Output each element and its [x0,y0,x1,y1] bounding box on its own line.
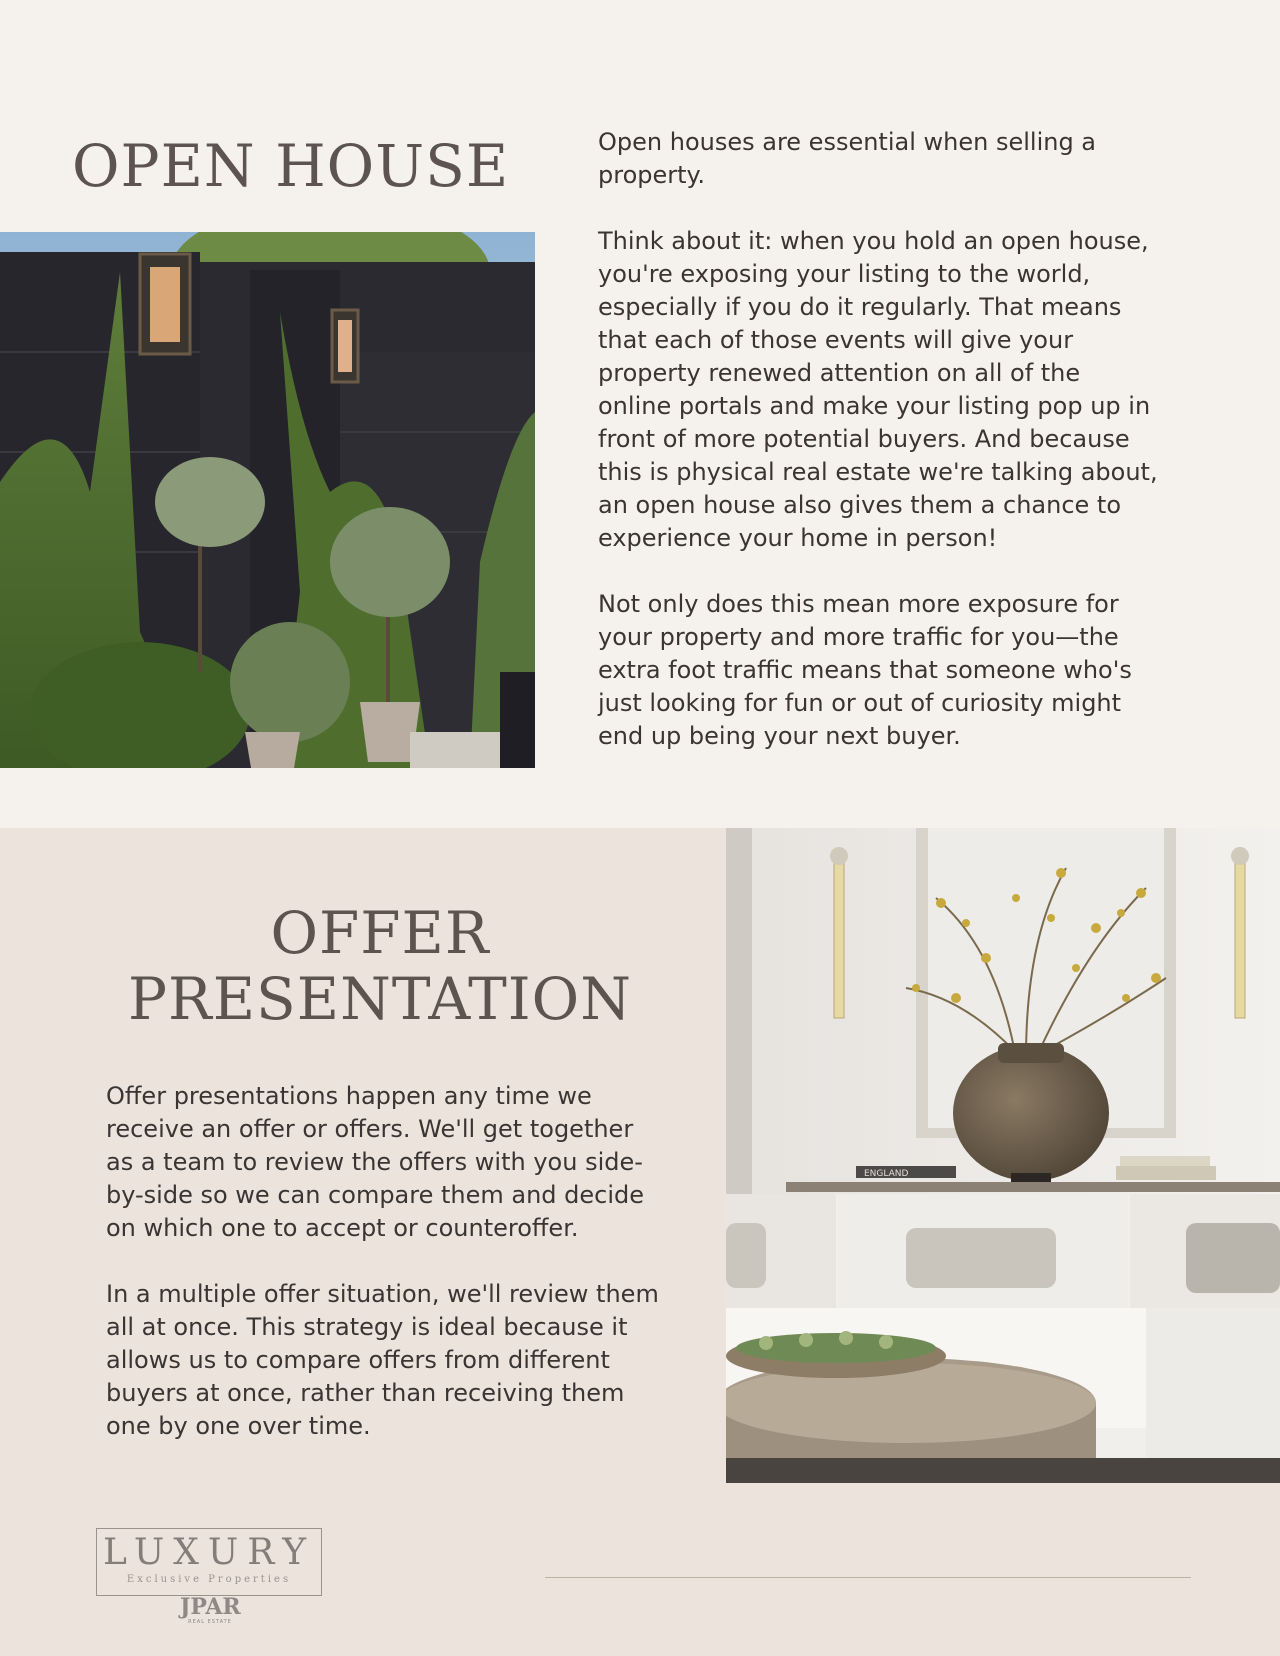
open-house-body [598,126,1158,786]
offer-paragraph: Offer presentations happen any time we receive an offer or offers. We'll get together as a team to review the offers with you side-by-side so we can compare them and decide on which one to accept or counteroffer. [106,1082,645,1242]
logo-tagline: Exclusive Properties [126,1574,292,1585]
offer-paragraph: In a multiple offer situation, we'll review them all at once. This strategy is ideal because it allows us to compare offers from different buyers at once, rather than receiving them one by one over time. [106,1280,659,1440]
luxury-logo [96,1528,322,1596]
footer-divider [545,1577,1191,1578]
jpar-logo-mark [180,1596,240,1626]
open-house-paragraph: Not only does this mean more exposure for your property and more traffic for you—the extra foot traffic means that someone who's just looking for fun or out of curiosity might end up being your next buyer. [598,590,1132,750]
open-house-title: OPEN HOUSE [72,132,510,200]
open-house-paragraph: Think about it: when you hold an open house, you're exposing your listing to the world, especially if you do it regularly. That means that each of those events will give your property renewed attention on all of the online portals and make your listing pop up in front of more potential buyers. And because this is physical real estate we're talking about, an open house also gives them a chance to experience your home in person! [598,227,1158,552]
logo-wordmark: LUXURY [102,1532,315,1573]
offer-presentation-body [106,1080,666,1476]
garden-wall-photo [0,232,535,768]
jpar-logo-subtext: REAL ESTATE [188,1619,232,1625]
offer-title-line-1: OFFER [270,899,490,967]
book-spine-label: ENGLAND [864,1169,909,1179]
open-house-paragraph: Open houses are essential when selling a property. [598,128,1097,189]
offer-title-line-2: PRESENTATION [128,965,632,1033]
living-room-photo [726,828,1280,1483]
offer-presentation-title [100,900,660,1032]
jpar-logo-text: JPAR [180,1594,241,1620]
